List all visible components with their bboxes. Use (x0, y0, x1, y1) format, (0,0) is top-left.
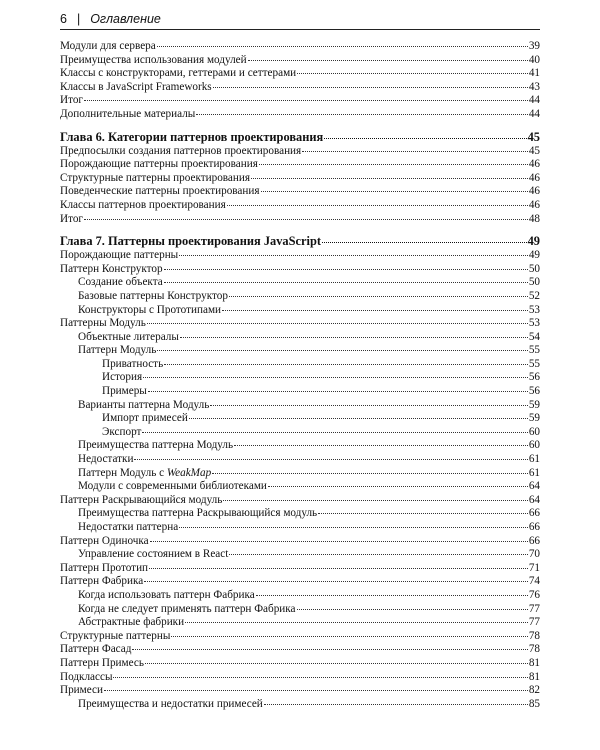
toc-entry-page: 64 (528, 480, 540, 493)
toc-entry[interactable] (60, 331, 540, 345)
dot-leader (264, 704, 528, 705)
dot-leader (179, 255, 528, 256)
toc-entry-page: 54 (528, 330, 540, 343)
toc-entry-page: 81 (528, 670, 540, 683)
toc-entry-page: 48 (528, 212, 540, 225)
toc-entry[interactable] (60, 358, 540, 372)
toc-entry-title (78, 331, 179, 345)
toc-entry-page: 50 (528, 262, 540, 275)
toc-entry[interactable] (60, 67, 540, 81)
toc-entry-title-text: Недостатки (78, 453, 134, 466)
toc-entry-page: 78 (528, 643, 540, 656)
toc-entry-title (60, 535, 149, 549)
toc-entry-title-text: Когда использовать паттерн Фабрика (78, 588, 255, 601)
toc-entry-page: 60 (528, 425, 540, 438)
toc-entry-title (60, 158, 258, 172)
toc-entry[interactable] (60, 507, 540, 521)
dot-leader (149, 568, 528, 569)
toc-entry-page: 44 (528, 94, 540, 107)
dot-leader (84, 219, 528, 220)
toc-entry-page: 70 (528, 548, 540, 561)
dot-leader (259, 164, 528, 165)
dot-leader (324, 138, 526, 139)
toc-entry[interactable] (60, 399, 540, 413)
dot-leader (261, 191, 528, 192)
toc-entry-title (78, 698, 263, 712)
toc-entry-title-text: Дополнительные материалы (60, 107, 196, 120)
toc-entry-page: 45 (527, 129, 540, 144)
toc-entry-page: 44 (528, 107, 540, 120)
dot-leader (213, 87, 528, 88)
toc-entry-title-text: Итог (60, 212, 84, 225)
toc-entry-page: 46 (528, 158, 540, 171)
toc-entry[interactable] (60, 94, 540, 108)
toc-entry-title (60, 575, 143, 589)
toc-entry-page: 77 (528, 602, 540, 615)
toc-entry-title (78, 304, 221, 318)
dot-leader (256, 595, 528, 596)
toc-entry[interactable] (60, 199, 540, 213)
toc-entry-title-text: Поведенческие паттерны проектирования (60, 185, 260, 198)
toc-entry-page: 45 (528, 144, 540, 157)
dot-leader (297, 73, 528, 74)
dot-leader (234, 445, 528, 446)
toc-entry-title-text: Объектные литералы (78, 330, 179, 343)
toc-entry-page: 41 (528, 67, 540, 80)
dot-leader (223, 500, 527, 501)
toc-entry[interactable] (60, 185, 540, 199)
toc-entry-title-text: Паттерн Раскрывающийся модуль (60, 493, 223, 506)
toc-entry-title (60, 67, 296, 81)
dot-leader (302, 151, 528, 152)
toc-entry-title-text: Классы с конструкторами, геттерами и сеттерами (60, 67, 297, 80)
dot-leader (268, 486, 528, 487)
toc-entry-title (60, 562, 148, 576)
toc-entry-title-text: Итог (60, 94, 84, 107)
toc-entry-page: 46 (528, 198, 540, 211)
toc-entry-title-text: Паттерн Фасад (60, 643, 132, 656)
toc-entry-title (60, 108, 195, 122)
toc-chapter[interactable] (60, 129, 540, 145)
dot-leader (157, 46, 528, 47)
toc-entry[interactable] (60, 213, 540, 227)
toc-entry[interactable] (60, 439, 540, 453)
toc-entry-page: 74 (528, 575, 540, 588)
toc-entry-title-text: Паттерн Конструктор (60, 262, 163, 275)
dot-leader (134, 459, 527, 460)
toc-entry[interactable] (60, 371, 540, 385)
toc-entry-title-text: Приватность (102, 357, 164, 370)
toc-entry-title (60, 263, 163, 277)
toc-entry-page: 78 (528, 629, 540, 642)
toc-entry-title-text: Импорт примесей (102, 412, 188, 425)
toc-entry-title-text: Конструкторы с Прототипами (78, 303, 222, 316)
toc-entry-page: 55 (528, 357, 540, 370)
toc-entry-title-text: Недостатки паттерна (78, 521, 179, 533)
toc-entry-title-text: Классы в JavaScript Frameworks (60, 80, 212, 93)
dot-leader (179, 527, 528, 528)
toc-entry[interactable] (60, 108, 540, 122)
toc-entry-title (60, 81, 212, 95)
toc-entry[interactable] (60, 145, 540, 159)
toc-entry-page: 76 (528, 588, 540, 601)
toc-entry-title-text: Паттерн Прототип (60, 561, 149, 574)
toc-entry[interactable] (60, 657, 540, 671)
running-header (60, 8, 540, 30)
toc-entry[interactable] (60, 643, 540, 657)
toc-entry-title (78, 276, 163, 290)
toc-entry-title-text: Порождающие паттерны (60, 249, 179, 262)
toc-entry-title (60, 630, 170, 644)
toc-entry[interactable] (60, 535, 540, 549)
toc-entry[interactable] (60, 698, 540, 712)
dot-leader (144, 581, 528, 582)
toc-entry-title (60, 317, 146, 331)
toc-entry[interactable] (60, 81, 540, 95)
toc-entry[interactable] (60, 158, 540, 172)
toc-entry-title (78, 467, 211, 481)
dot-leader (248, 60, 528, 61)
toc-entry-title (102, 412, 188, 426)
toc-entry-page: 56 (528, 385, 540, 398)
toc-entry[interactable] (60, 671, 540, 685)
toc-entry-title-text: Глава 7. Паттерны проектирования JavaScript (60, 234, 321, 249)
toc-entry-title-text: Паттерн Фабрика (60, 575, 144, 588)
dot-leader (189, 418, 528, 419)
toc-entry[interactable] (60, 426, 540, 440)
page-number: 6 (60, 12, 67, 26)
toc-entry-page: 82 (528, 684, 540, 697)
toc-entry-title (60, 94, 83, 108)
toc-entry-title-text: Экспорт (102, 425, 142, 438)
toc-entry-title (60, 671, 112, 685)
toc-entry-title (78, 480, 267, 494)
dot-leader (171, 636, 527, 637)
toc-entry-title (78, 616, 184, 630)
toc-entry-page: 60 (528, 439, 540, 452)
toc-entry-title-text: Классы паттернов проектирования (60, 198, 226, 211)
toc-entry-page: 49 (527, 234, 540, 249)
toc-entry[interactable] (60, 494, 540, 508)
toc-entry-title (78, 548, 228, 562)
toc-entry-title (60, 172, 250, 186)
dot-leader (157, 350, 528, 351)
toc-entry-page: 66 (528, 507, 540, 520)
toc-entry[interactable] (60, 317, 540, 331)
toc-entry[interactable] (60, 603, 540, 617)
toc-entry-title-text: Паттерн Модуль (78, 344, 157, 357)
toc-entry-title-text: Структурные паттерны (60, 629, 171, 642)
toc-entry-page: 77 (528, 616, 540, 629)
toc-entry[interactable] (60, 54, 540, 68)
toc-entry-title-text: Предпосылки создания паттернов проектирования (60, 144, 302, 157)
toc-entry-page: 53 (528, 317, 540, 330)
toc-entry-title-emphasis: WeakMap (166, 466, 212, 479)
toc-entry[interactable] (60, 249, 540, 263)
toc-entry-page: 59 (528, 412, 540, 425)
toc-entry-title (78, 439, 233, 453)
dot-leader (148, 391, 528, 392)
dot-leader (84, 100, 528, 101)
toc-entry-title-text: Примеси (60, 684, 103, 697)
toc-entry-title (78, 521, 178, 535)
toc-entry-page: 59 (528, 398, 540, 411)
toc-entry-title (78, 290, 228, 304)
dot-leader (145, 663, 528, 664)
toc-entry[interactable] (60, 684, 540, 698)
toc-entry-page: 46 (528, 171, 540, 184)
toc-entry-title (60, 643, 131, 657)
toc-entry[interactable] (60, 589, 540, 603)
toc-entry[interactable] (60, 263, 540, 277)
toc-entry-title (60, 129, 323, 145)
dot-leader (132, 649, 527, 650)
toc-entry[interactable] (60, 548, 540, 562)
toc-entry-title (60, 40, 156, 54)
toc-entry-title-text: Варианты паттерна Модуль (78, 398, 210, 411)
toc-entry-title-text: История (102, 371, 143, 384)
toc-entry-title (60, 185, 260, 199)
toc-entry-title-text: Паттерн Одиночка (60, 534, 149, 547)
toc-entry[interactable] (60, 344, 540, 358)
toc-entry-title-text: Глава 6. Категории паттернов проектирования (60, 129, 324, 144)
dot-leader (104, 690, 528, 691)
toc-entry-page: 40 (528, 53, 540, 66)
toc-entry-page: 61 (528, 453, 540, 466)
toc-entry-title-text: Преимущества паттерна Раскрывающийся модуль (78, 507, 318, 520)
toc-entry-title (78, 399, 209, 413)
toc-entry-page: 52 (528, 289, 540, 302)
toc-entry-title-text: Порождающие паттерны проектирования (60, 158, 258, 171)
toc-entry-title (102, 371, 142, 385)
dot-leader (150, 541, 528, 542)
toc-entry-title (60, 494, 222, 508)
toc-entry-title (102, 426, 141, 440)
toc-entry-title-text: Управление состоянием в React (78, 548, 229, 561)
toc-entry-title (60, 199, 226, 213)
toc-entry-page: 71 (528, 561, 540, 574)
toc-entry-title-text: Модули для сервера (60, 40, 156, 52)
toc-entry-page: 66 (528, 534, 540, 547)
toc-entry-page: 39 (528, 40, 540, 52)
toc-entry[interactable] (60, 304, 540, 318)
dot-leader (212, 473, 528, 474)
header-separator: | (76, 12, 81, 26)
toc-entry-title-text: Примеры (102, 385, 147, 398)
toc-entry-page: 46 (528, 185, 540, 198)
toc-entry-page: 53 (528, 303, 540, 316)
toc-chapter[interactable] (60, 233, 540, 249)
dot-leader (185, 622, 528, 623)
dot-leader (251, 178, 528, 179)
toc-entry-page: 61 (528, 466, 540, 479)
dot-leader (229, 296, 528, 297)
toc-entry-title (60, 213, 83, 227)
toc-entry-title-text: Паттерн Модуль с (78, 466, 167, 479)
dot-leader (227, 205, 528, 206)
dot-leader (229, 554, 527, 555)
toc-entry-title-text: Создание объекта (78, 276, 163, 289)
toc-entry[interactable] (60, 385, 540, 399)
toc-entry-page: 66 (528, 521, 540, 533)
toc-entry-title (60, 145, 301, 159)
toc-entry-title-text: Подклассы (60, 670, 113, 683)
toc-entry-title (102, 358, 163, 372)
toc-entry-page: 43 (528, 80, 540, 93)
dot-leader (147, 323, 528, 324)
dot-leader (222, 310, 528, 311)
dot-leader (164, 269, 528, 270)
toc-entry-page: 64 (528, 493, 540, 506)
toc-entry-title-text: Когда не следует применять паттерн Фабрика (78, 602, 296, 615)
toc-entry-title-text: Базовые паттерны Конструктор (78, 289, 228, 302)
dot-leader (113, 677, 527, 678)
toc-entry[interactable] (60, 521, 540, 535)
toc-entry-title-text: Паттерны Модуль (60, 317, 146, 330)
toc-entry-page: 50 (528, 276, 540, 289)
toc-entry[interactable] (60, 630, 540, 644)
dot-leader (164, 364, 528, 365)
toc-entry-page: 55 (528, 344, 540, 357)
header-title: Оглавление (90, 12, 161, 26)
toc-entry-title-text: Абстрактные фабрики (78, 616, 185, 629)
toc-entry[interactable] (60, 40, 540, 54)
toc-entry-title (78, 453, 133, 467)
toc-entry-title-text: Структурные паттерны проектирования (60, 171, 251, 184)
toc-entry[interactable] (60, 575, 540, 589)
toc-entry[interactable] (60, 453, 540, 467)
toc-entry-title (60, 684, 103, 698)
toc-entry-title-text: Преимущества и недостатки примесей (78, 697, 263, 710)
toc-entry-title (78, 589, 255, 603)
toc-entry-title (60, 249, 178, 263)
toc-entry-page: 81 (528, 656, 540, 669)
dot-leader (143, 377, 528, 378)
toc-entry[interactable] (60, 172, 540, 186)
dot-leader (196, 114, 528, 115)
toc-entry-title-text: Модули с современными библиотеками (78, 480, 267, 493)
dot-leader (322, 242, 527, 243)
dot-leader (164, 282, 528, 283)
toc-entry[interactable] (60, 412, 540, 426)
toc-entry-title (60, 657, 144, 671)
toc-entry-page: 49 (528, 249, 540, 262)
toc-entry-title (78, 603, 296, 617)
toc-entry-title-text: Преимущества использования модулей (60, 53, 247, 66)
dot-leader (210, 405, 527, 406)
toc-entry-title (78, 507, 317, 521)
toc-entry[interactable] (60, 480, 540, 494)
toc-entry[interactable] (60, 616, 540, 630)
toc-entry[interactable] (60, 562, 540, 576)
toc-entry-title (60, 54, 247, 68)
toc-entry-title-text: Паттерн Примесь (60, 656, 144, 669)
toc-entry[interactable] (60, 290, 540, 304)
dot-leader (142, 432, 527, 433)
toc-entry-title (78, 344, 156, 358)
table-of-contents (60, 40, 540, 711)
toc-entry-page: 85 (528, 697, 540, 710)
dot-leader (318, 513, 528, 514)
dot-leader (180, 337, 528, 338)
toc-entry[interactable] (60, 276, 540, 290)
dot-leader (297, 609, 528, 610)
toc-entry-title (60, 233, 321, 249)
toc-entry-page: 56 (528, 371, 540, 384)
toc-entry-title (102, 385, 147, 399)
toc-entry[interactable] (60, 467, 540, 481)
toc-entry-title-text: Преимущества паттерна Модуль (78, 439, 234, 452)
